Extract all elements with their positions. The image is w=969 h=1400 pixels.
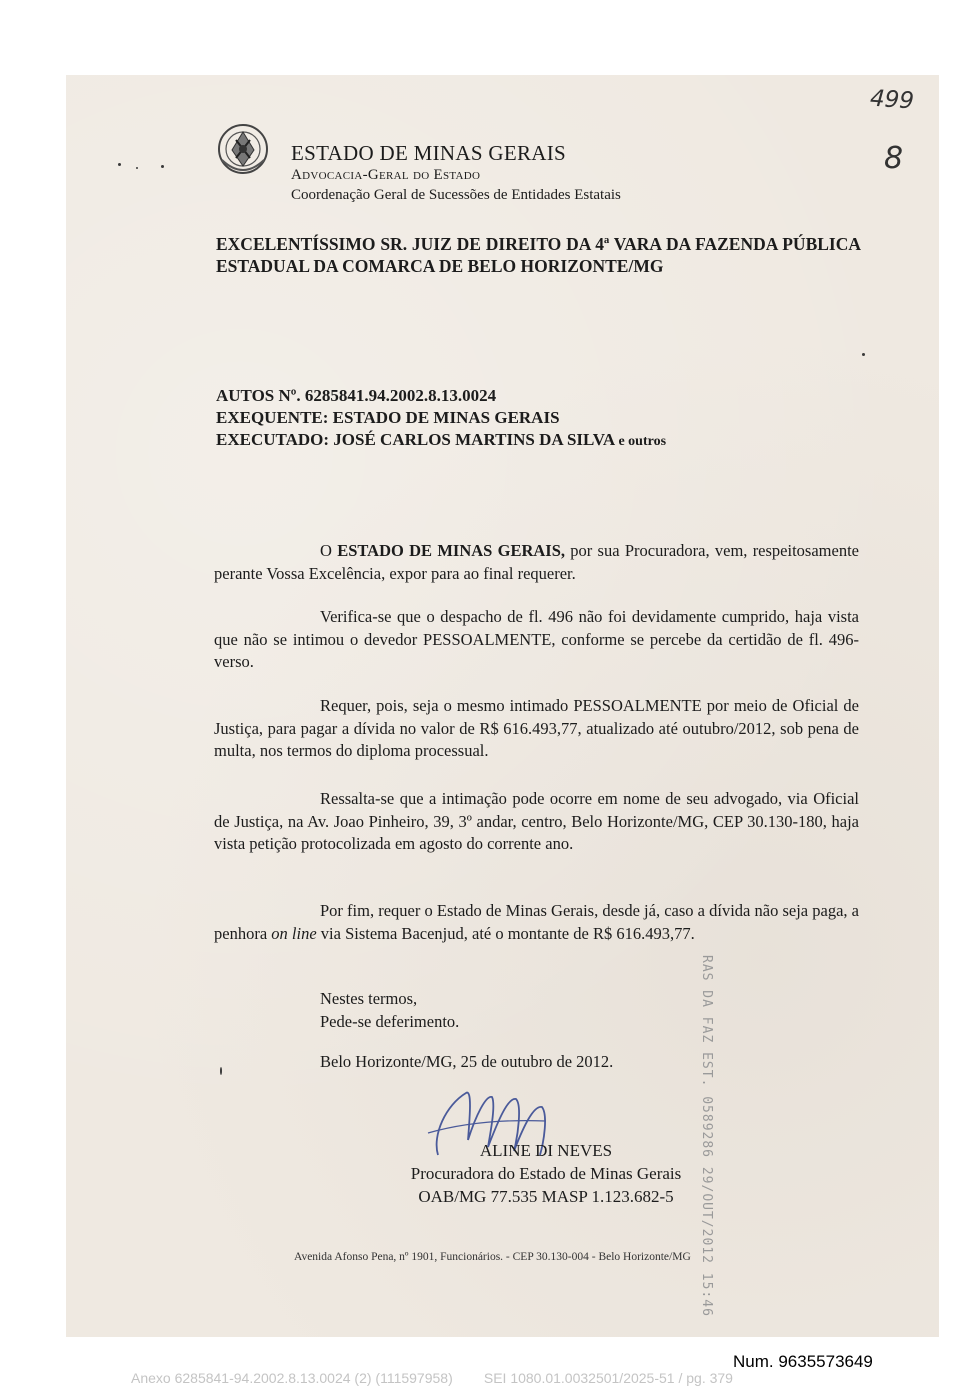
- closing: [320, 987, 459, 1033]
- scan-speck: [118, 163, 121, 166]
- closing-line-1: Nestes termos,: [320, 989, 418, 1008]
- paragraph-1: [214, 540, 859, 585]
- p1-prefix: O: [320, 541, 338, 560]
- case-executado-suffix: e outros: [618, 434, 667, 449]
- closing-line-2: Pede-se deferimento.: [320, 1012, 460, 1031]
- paragraph-3: [214, 695, 859, 763]
- footer-address: Avenida Afonso Pena, nº 1901, Funcionários. - CEP 30.130-004 - Belo Horizonte/MG: [294, 1251, 691, 1263]
- p4-text: Ressalta-se que a intimação pode ocorre em nome de seu advogado, via Oficial de Justiça, na Av. Joao Pinheiro, 39, 3º andar, centro, Belo Horizonte/MG, CEP 30.130-180, haja vista petição protocolizada em agosto do corrente ano.: [214, 789, 859, 853]
- handwritten-page-number: 499: [869, 85, 915, 115]
- case-executado-name: EXECUTADO: JOSÉ CARLOS MARTINS DA SILVA: [216, 430, 615, 449]
- paragraph-4: [214, 788, 859, 856]
- signatory-name: ALINE DI NEVES: [479, 1141, 613, 1160]
- signatory-registration: OAB/MG 77.535 MASP 1.123.682-5: [418, 1187, 674, 1206]
- scan-speck: [220, 1067, 222, 1075]
- p1-bold: ESTADO DE MINAS GERAIS,: [337, 541, 565, 560]
- p5-italic: on line: [271, 923, 317, 943]
- p3-text: Requer, pois, seja o mesmo intimado PESSOALMENTE por meio de Oficial de Justiça, para pagar a dívida no valor de R$ 616.493,77, atualizado até outubro/2012, sob pena de multa, nos termos do diploma processual.: [214, 696, 859, 760]
- header-title: ESTADO DE MINAS GERAIS: [291, 141, 567, 165]
- signature-block: [381, 1139, 711, 1208]
- case-info: [216, 385, 666, 453]
- place-date: Belo Horizonte/MG, 25 de outubro de 2012.: [320, 1052, 614, 1071]
- p5-prefix: Por fim, requer o Estado de Minas Gerais, desde já, caso a dívida não seja paga, a penhora: [214, 901, 859, 943]
- paragraph-5: [214, 900, 859, 945]
- addressee: EXCELENTÍSSIMO SR. JUIZ DE DIREITO DA 4ª VARA DA FAZENDA PÚBLICA ESTADUAL DA COMARCA DE BELO HORIZONTE/MG: [216, 234, 861, 276]
- scan-speck: [862, 353, 865, 356]
- header-department: Coordenação Geral de Sucessões de Entidades Estatais: [291, 187, 621, 203]
- protocol-stamp: RAS DA FAZ EST. 0589286 29/OUT/2012 15:46: [699, 955, 714, 1317]
- p5-rest: via Sistema Bacenjud, até o montante de R$ 616.493,77.: [316, 923, 695, 943]
- handwritten-mark: 8: [884, 141, 904, 176]
- document-number: Num. 9635573649: [733, 1352, 873, 1371]
- case-exequente: EXEQUENTE: ESTADO DE MINAS GERAIS: [216, 408, 560, 427]
- signatory-role: Procuradora do Estado de Minas Gerais: [410, 1164, 682, 1183]
- state-coat-of-arms-icon: [216, 120, 270, 178]
- scanned-page: [66, 75, 939, 1337]
- p2-text: Verifica-se que o despacho de fl. 496 não foi devidamente cumprido, haja vista que não se intimou o devedor PESSOALMENTE, conforme se percebe da certidão de fl. 496- verso.: [214, 607, 859, 671]
- p1-rest: por sua Procuradora, vem, respeitosamente perante Vossa Excelência, expor para ao final requerer.: [214, 541, 859, 583]
- case-executado: [216, 429, 666, 453]
- header-subtitle: Advocacia-Geral do Estado: [291, 167, 481, 183]
- case-number: AUTOS Nº. 6285841.94.2002.8.13.0024: [216, 386, 497, 405]
- scan-speck: [136, 167, 138, 169]
- scan-speck: [161, 165, 164, 168]
- annex-reference: Anexo 6285841-94.2002.8.13.0024 (2) (111597958) SEI 1080.01.0032501/2025-51 / pg. 379: [131, 1370, 733, 1386]
- paragraph-2: [214, 606, 859, 674]
